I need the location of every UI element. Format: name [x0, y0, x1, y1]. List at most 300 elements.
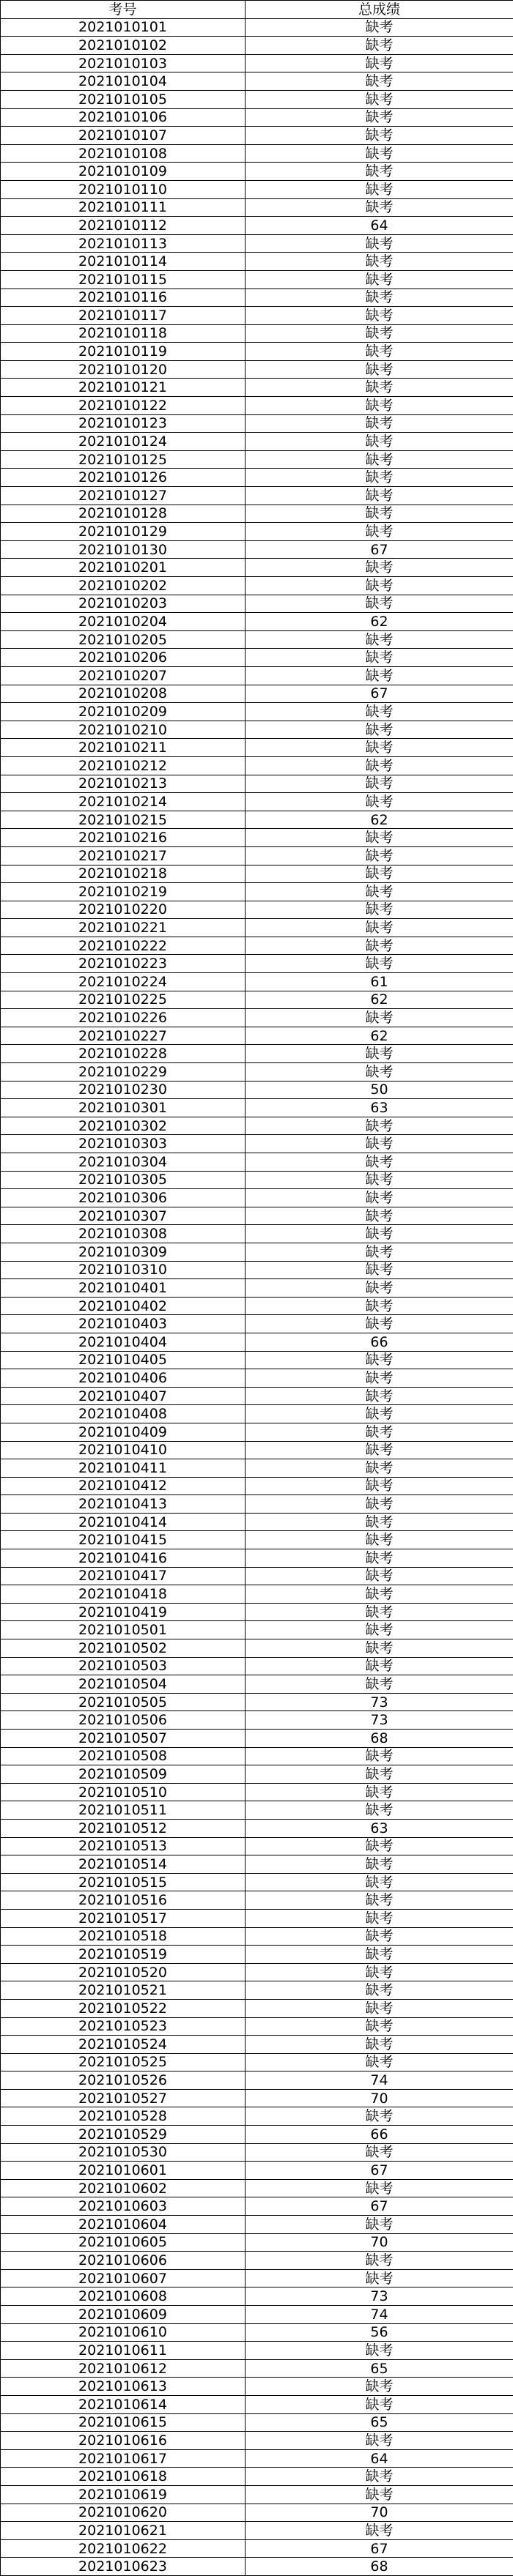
total-score-cell: 缺考: [246, 721, 513, 739]
table-row: [1, 379, 513, 397]
table-row: [1, 1693, 513, 1711]
total-score-cell: 缺考: [246, 163, 513, 181]
total-score-cell: 缺考: [246, 234, 513, 253]
total-score-cell: 64: [246, 217, 513, 235]
table-row: [1, 253, 513, 271]
table-row: [1, 1675, 513, 1694]
total-score-cell: 缺考: [246, 1477, 513, 1495]
exam-number-cell: 2021010404: [1, 1333, 246, 1351]
total-score-cell: 缺考: [246, 2216, 513, 2234]
table-row: [1, 1441, 513, 1459]
exam-number-cell: 2021010304: [1, 1153, 246, 1172]
exam-number-cell: 2021010501: [1, 1621, 246, 1639]
table-row: [1, 1927, 513, 1946]
total-score-cell: 缺考: [246, 1801, 513, 1820]
total-score-cell: 缺考: [246, 1675, 513, 1694]
total-score-cell: 缺考: [246, 54, 513, 72]
table-row: [1, 1711, 513, 1730]
total-score-cell: 缺考: [246, 1009, 513, 1027]
table-row: [1, 2432, 513, 2450]
exam-number-cell: 2021010416: [1, 1549, 246, 1568]
total-score-cell: 74: [246, 2071, 513, 2090]
table-row: [1, 18, 513, 37]
table-row: [1, 2179, 513, 2197]
table-row: [1, 72, 513, 91]
total-score-cell: 64: [246, 2449, 513, 2468]
table-row: [1, 217, 513, 235]
total-score-cell: 缺考: [246, 2378, 513, 2396]
exam-number-cell: 2021010219: [1, 883, 246, 901]
table-row: [1, 1531, 513, 1549]
total-score-cell: 缺考: [246, 505, 513, 523]
total-score-cell: 缺考: [246, 1747, 513, 1765]
total-score-cell: 缺考: [246, 1261, 513, 1279]
table-row: [1, 2413, 513, 2432]
total-score-cell: 缺考: [246, 414, 513, 433]
exam-number-cell: 2021010103: [1, 54, 246, 72]
exam-number-cell: 2021010307: [1, 1207, 246, 1225]
table-row: [1, 127, 513, 145]
table-row: [1, 540, 513, 559]
table-row: [1, 1783, 513, 1801]
exam-number-cell: 2021010101: [1, 18, 246, 37]
total-score-cell: 缺考: [246, 487, 513, 505]
table-row: [1, 397, 513, 415]
table-row: [1, 289, 513, 307]
total-score-cell: 缺考: [246, 1891, 513, 1910]
exam-number-cell: 2021010529: [1, 2126, 246, 2144]
total-score-cell: 缺考: [246, 523, 513, 541]
total-score-cell: 缺考: [246, 1171, 513, 1189]
exam-number-cell: 2021010610: [1, 2323, 246, 2342]
total-score-cell: 缺考: [246, 1315, 513, 1333]
total-score-cell: 62: [246, 811, 513, 829]
exam-number-cell: 2021010515: [1, 1873, 246, 1891]
exam-number-cell: 2021010413: [1, 1495, 246, 1514]
table-row: [1, 2036, 513, 2054]
exam-number-cell: 2021010407: [1, 1387, 246, 1405]
total-score-cell: 缺考: [246, 397, 513, 415]
exam-number-cell: 2021010517: [1, 1909, 246, 1927]
table-row: [1, 1873, 513, 1891]
total-score-cell: 缺考: [246, 2179, 513, 2197]
exam-number-cell: 2021010108: [1, 144, 246, 163]
exam-number-cell: 2021010123: [1, 414, 246, 433]
table-row: [1, 1495, 513, 1514]
table-row: [1, 1639, 513, 1658]
table-row: [1, 1657, 513, 1675]
exam-number-cell: 2021010401: [1, 1279, 246, 1298]
total-score-cell: 缺考: [246, 1225, 513, 1243]
table-row: [1, 2017, 513, 2036]
exam-number-cell: 2021010202: [1, 577, 246, 595]
total-score-cell: 63: [246, 1819, 513, 1837]
exam-number-cell: 2021010513: [1, 1837, 246, 1855]
total-score-cell: 缺考: [246, 2342, 513, 2360]
total-score-cell: 缺考: [246, 2252, 513, 2270]
exam-number-cell: 2021010121: [1, 379, 246, 397]
exam-number-cell: 2021010510: [1, 1783, 246, 1801]
exam-number-cell: 2021010524: [1, 2036, 246, 2054]
total-score-cell: 65: [246, 2359, 513, 2378]
total-score-cell: 缺考: [246, 1387, 513, 1405]
table-row: [1, 721, 513, 739]
table-row: [1, 487, 513, 505]
total-score-cell: 缺考: [246, 1981, 513, 2000]
total-score-cell: 缺考: [246, 2522, 513, 2540]
table-row: [1, 613, 513, 631]
exam-number-cell: 2021010230: [1, 1081, 246, 1099]
table-row: [1, 559, 513, 577]
total-score-cell: 56: [246, 2323, 513, 2342]
table-row: [1, 666, 513, 685]
exam-number-cell: 2021010417: [1, 1567, 246, 1585]
exam-number-cell: 2021010602: [1, 2179, 246, 2197]
table-row: [1, 1999, 513, 2017]
total-score-cell: 缺考: [246, 1837, 513, 1855]
exam-number-cell: 2021010603: [1, 2197, 246, 2216]
total-score-cell: 缺考: [246, 1459, 513, 1478]
exam-number-cell: 2021010102: [1, 37, 246, 55]
exam-number-cell: 2021010116: [1, 289, 246, 307]
table-row: [1, 846, 513, 865]
exam-number-cell: 2021010409: [1, 1423, 246, 1441]
exam-number-cell: 2021010620: [1, 2504, 246, 2522]
table-row: [1, 649, 513, 667]
exam-number-cell: 2021010109: [1, 163, 246, 181]
exam-number-cell: 2021010607: [1, 2269, 246, 2287]
table-row: [1, 991, 513, 1009]
exam-number-cell: 2021010614: [1, 2395, 246, 2413]
total-score-cell: 缺考: [246, 37, 513, 55]
total-score-cell: 缺考: [246, 433, 513, 451]
table-row: [1, 1099, 513, 1117]
exam-number-cell: 2021010211: [1, 739, 246, 757]
table-row: [1, 829, 513, 847]
table-row: [1, 469, 513, 487]
table-row: [1, 2306, 513, 2324]
total-score-cell: 74: [246, 2306, 513, 2324]
total-score-cell: 缺考: [246, 1441, 513, 1459]
exam-number-cell: 2021010201: [1, 559, 246, 577]
exam-number-cell: 2021010516: [1, 1891, 246, 1910]
exam-number-cell: 2021010223: [1, 955, 246, 973]
exam-number-cell: 2021010402: [1, 1297, 246, 1315]
total-score-cell: 缺考: [246, 198, 513, 217]
total-score-cell: 缺考: [246, 2053, 513, 2071]
total-score-cell: 缺考: [246, 1585, 513, 1604]
exam-number-cell: 2021010124: [1, 433, 246, 451]
table-row: [1, 2233, 513, 2252]
total-score-cell: 缺考: [246, 595, 513, 613]
exam-number-cell: 2021010520: [1, 1963, 246, 1981]
exam-number-cell: 2021010217: [1, 846, 246, 865]
table-row: [1, 685, 513, 703]
table-row: [1, 324, 513, 343]
table-row: [1, 595, 513, 613]
total-score-cell: 缺考: [246, 1927, 513, 1946]
total-score-cell: 缺考: [246, 108, 513, 127]
table-row: [1, 1009, 513, 1027]
header-row: [1, 1, 513, 19]
exam-number-cell: 2021010220: [1, 901, 246, 919]
exam-number-cell: 2021010216: [1, 829, 246, 847]
total-score-cell: 73: [246, 1693, 513, 1711]
total-score-cell: 缺考: [246, 865, 513, 883]
table-row: [1, 163, 513, 181]
exam-number-cell: 2021010601: [1, 2162, 246, 2180]
total-score-cell: 缺考: [246, 1999, 513, 2017]
total-score-cell: 缺考: [246, 127, 513, 145]
exam-number-cell: 2021010128: [1, 505, 246, 523]
table-row: [1, 2395, 513, 2413]
total-score-cell: 缺考: [246, 1909, 513, 1927]
total-score-cell: 缺考: [246, 846, 513, 865]
table-row: [1, 1027, 513, 1045]
table-row: [1, 523, 513, 541]
exam-number-cell: 2021010522: [1, 1999, 246, 2017]
exam-number-cell: 2021010210: [1, 721, 246, 739]
total-score-cell: 缺考: [246, 1513, 513, 1531]
exam-number-cell: 2021010115: [1, 270, 246, 289]
exam-number-cell: 2021010406: [1, 1369, 246, 1388]
exam-number-cell: 2021010518: [1, 1927, 246, 1946]
table-row: [1, 1387, 513, 1405]
table-row: [1, 775, 513, 793]
total-score-cell: 63: [246, 1099, 513, 1117]
table-row: [1, 1261, 513, 1279]
exam-number-cell: 2021010301: [1, 1099, 246, 1117]
exam-number-cell: 2021010107: [1, 127, 246, 145]
total-score-cell: 70: [246, 2233, 513, 2252]
exam-number-cell: 2021010205: [1, 630, 246, 649]
table-row: [1, 1459, 513, 1478]
table-row: [1, 2216, 513, 2234]
total-score-cell: 61: [246, 973, 513, 991]
exam-number-cell: 2021010203: [1, 595, 246, 613]
exam-number-cell: 2021010415: [1, 1531, 246, 1549]
exam-number-cell: 2021010613: [1, 2378, 246, 2396]
exam-number-cell: 2021010127: [1, 487, 246, 505]
exam-number-cell: 2021010125: [1, 450, 246, 469]
total-score-cell: 缺考: [246, 1639, 513, 1658]
table-row: [1, 1730, 513, 1748]
table-row: [1, 1351, 513, 1369]
table-row: [1, 901, 513, 919]
exam-number-cell: 2021010305: [1, 1171, 246, 1189]
exam-number-cell: 2021010612: [1, 2359, 246, 2378]
table-row: [1, 1567, 513, 1585]
exam-number-cell: 2021010113: [1, 234, 246, 253]
table-row: [1, 180, 513, 198]
exam-number-cell: 2021010523: [1, 2017, 246, 2036]
exam-number-cell: 2021010412: [1, 1477, 246, 1495]
total-score-cell: 68: [246, 2558, 513, 2576]
table-row: [1, 108, 513, 127]
table-row: [1, 756, 513, 775]
total-score-cell: 缺考: [246, 1495, 513, 1514]
table-row: [1, 1585, 513, 1604]
exam-number-cell: 2021010221: [1, 919, 246, 937]
exam-number-cell: 2021010111: [1, 198, 246, 217]
table-row: [1, 90, 513, 108]
total-score-cell: 缺考: [246, 1279, 513, 1298]
table-row: [1, 1117, 513, 1135]
total-score-cell: 缺考: [246, 630, 513, 649]
table-row: [1, 1207, 513, 1225]
exam-number-cell: 2021010604: [1, 2216, 246, 2234]
total-score-cell: 缺考: [246, 18, 513, 37]
exam-number-cell: 2021010114: [1, 253, 246, 271]
total-score-cell: 66: [246, 2126, 513, 2144]
total-score-cell: 缺考: [246, 180, 513, 198]
exam-number-cell: 2021010110: [1, 180, 246, 198]
exam-number-cell: 2021010509: [1, 1765, 246, 1784]
exam-number-cell: 2021010514: [1, 1855, 246, 1874]
table-row: [1, 1333, 513, 1351]
total-score-cell: 缺考: [246, 1063, 513, 1082]
total-score-cell: 缺考: [246, 2468, 513, 2486]
exam-number-cell: 2021010213: [1, 775, 246, 793]
total-score-cell: 缺考: [246, 919, 513, 937]
exam-number-cell: 2021010503: [1, 1657, 246, 1675]
exam-number-cell: 2021010309: [1, 1243, 246, 1261]
total-score-cell: 缺考: [246, 703, 513, 721]
table-row: [1, 1423, 513, 1441]
exam-number-cell: 2021010209: [1, 703, 246, 721]
exam-number-cell: 2021010306: [1, 1189, 246, 1207]
total-score-cell: 62: [246, 1027, 513, 1045]
table-row: [1, 198, 513, 217]
exam-number-cell: 2021010408: [1, 1405, 246, 1423]
table-row: [1, 2504, 513, 2522]
exam-number-cell: 2021010122: [1, 397, 246, 415]
total-score-cell: 缺考: [246, 901, 513, 919]
table-row: [1, 2359, 513, 2378]
exam-number-cell: 2021010229: [1, 1063, 246, 1082]
total-score-cell: 缺考: [246, 72, 513, 91]
table-row: [1, 630, 513, 649]
table-body: [1, 18, 513, 2575]
total-score-cell: 缺考: [246, 379, 513, 397]
header-total-score: 总成绩: [246, 1, 513, 19]
exam-number-cell: 2021010117: [1, 307, 246, 325]
table-row: [1, 1621, 513, 1639]
exam-number-cell: 2021010215: [1, 811, 246, 829]
table-row: [1, 2522, 513, 2540]
table-row: [1, 1513, 513, 1531]
table-row: [1, 2485, 513, 2504]
table-row: [1, 1801, 513, 1820]
exam-number-cell: 2021010609: [1, 2306, 246, 2324]
table-row: [1, 2126, 513, 2144]
exam-number-cell: 2021010608: [1, 2287, 246, 2306]
table-row: [1, 2071, 513, 2090]
total-score-cell: 缺考: [246, 360, 513, 379]
table-row: [1, 1981, 513, 2000]
total-score-cell: 缺考: [246, 1873, 513, 1891]
exam-number-cell: 2021010207: [1, 666, 246, 685]
total-score-cell: 缺考: [246, 1963, 513, 1981]
exam-number-cell: 2021010405: [1, 1351, 246, 1369]
table-row: [1, 1153, 513, 1172]
exam-number-cell: 2021010226: [1, 1009, 246, 1027]
exam-number-cell: 2021010303: [1, 1135, 246, 1153]
exam-number-cell: 2021010512: [1, 1819, 246, 1837]
table-row: [1, 1855, 513, 1874]
table-row: [1, 793, 513, 811]
table-row: [1, 505, 513, 523]
table-row: [1, 2468, 513, 2486]
total-score-cell: 缺考: [246, 2395, 513, 2413]
table-row: [1, 37, 513, 55]
exam-number-cell: 2021010403: [1, 1315, 246, 1333]
total-score-cell: 缺考: [246, 1621, 513, 1639]
table-row: [1, 1405, 513, 1423]
exam-number-cell: 2021010502: [1, 1639, 246, 1658]
exam-number-cell: 2021010506: [1, 1711, 246, 1730]
table-row: [1, 1837, 513, 1855]
exam-number-cell: 2021010606: [1, 2252, 246, 2270]
total-score-cell: 缺考: [246, 2143, 513, 2162]
table-row: [1, 1963, 513, 1981]
total-score-cell: 缺考: [246, 739, 513, 757]
exam-number-cell: 2021010104: [1, 72, 246, 91]
exam-number-cell: 2021010507: [1, 1730, 246, 1748]
table-row: [1, 2558, 513, 2576]
total-score-cell: 缺考: [246, 2432, 513, 2450]
total-score-cell: 缺考: [246, 2107, 513, 2126]
table-row: [1, 919, 513, 937]
exam-number-cell: 2021010617: [1, 2449, 246, 2468]
total-score-cell: 缺考: [246, 1531, 513, 1549]
table-row: [1, 577, 513, 595]
total-score-cell: 缺考: [246, 1657, 513, 1675]
total-score-cell: 73: [246, 2287, 513, 2306]
total-score-cell: 62: [246, 991, 513, 1009]
total-score-cell: 缺考: [246, 270, 513, 289]
table-row: [1, 1819, 513, 1837]
total-score-cell: 缺考: [246, 469, 513, 487]
total-score-cell: 缺考: [246, 756, 513, 775]
table-row: [1, 2323, 513, 2342]
exam-number-cell: 2021010414: [1, 1513, 246, 1531]
exam-number-cell: 2021010616: [1, 2432, 246, 2450]
exam-number-cell: 2021010525: [1, 2053, 246, 2071]
total-score-cell: 缺考: [246, 937, 513, 955]
table-row: [1, 1765, 513, 1784]
total-score-cell: 缺考: [246, 1369, 513, 1388]
table-row: [1, 937, 513, 955]
total-score-cell: 缺考: [246, 666, 513, 685]
total-score-cell: 50: [246, 1081, 513, 1099]
exam-number-cell: 2021010419: [1, 1603, 246, 1621]
total-score-cell: 缺考: [246, 1045, 513, 1063]
total-score-cell: 缺考: [246, 2017, 513, 2036]
total-score-cell: 缺考: [246, 343, 513, 361]
table-row: [1, 2107, 513, 2126]
total-score-cell: 缺考: [246, 2269, 513, 2287]
exam-number-cell: 2021010105: [1, 90, 246, 108]
total-score-cell: 67: [246, 685, 513, 703]
table-row: [1, 1477, 513, 1495]
total-score-cell: 缺考: [246, 1153, 513, 1172]
total-score-cell: 缺考: [246, 324, 513, 343]
total-score-cell: 68: [246, 1730, 513, 1748]
table-row: [1, 2449, 513, 2468]
exam-number-cell: 2021010511: [1, 1801, 246, 1820]
exam-number-cell: 2021010519: [1, 1946, 246, 1964]
